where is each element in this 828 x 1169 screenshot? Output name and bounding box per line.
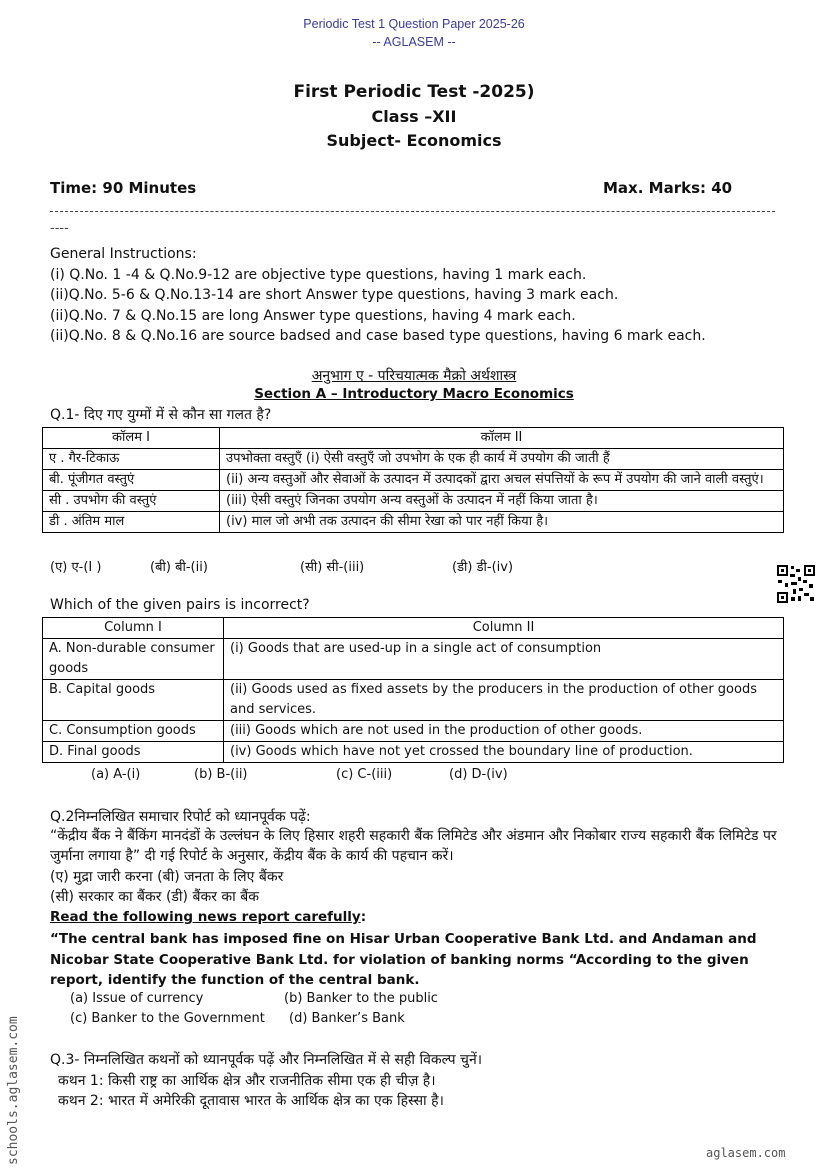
q1-english-option: (c) C-(iii) [336, 767, 393, 782]
q2-option: (a) Issue of currency [70, 991, 204, 1006]
q2-hindi-text: “केंद्रीय बैंक ने बैंकिंग मानदंडों के उल्लंघन के लिए हिसार शहरी सहकारी बैंक लिमिटेड और अंडमान और निकोबार राज्य सहकारी बैंक लिमिटेड पर जुर्माना लगाया है” दी गई रिपोर्ट के अनुसार, केंद्रीय बैंक के कार्य की पहचान करें। [50, 828, 777, 864]
q1-hindi-option: (ए) ए-(I ) [50, 560, 102, 575]
table-header: कॉलम I [43, 428, 220, 449]
q3-statement-2: कथन 2: भारत में अमेरिकी दूतावास भारत के आर्थिक क्षेत्र का एक हिस्सा है। [58, 1093, 444, 1109]
header-brand: -- AGLASEM -- [372, 35, 456, 49]
q2-hindi-options-2: (सी) सरकार का बैंकर (डी) बैंकर का बैंक [50, 889, 259, 905]
q1-english-option: (d) D-(iv) [449, 767, 508, 782]
table-cell: बी. पूंजीगत वस्तुएं [43, 470, 220, 491]
table-cell: (iii) Goods which are not used in the production of other goods. [224, 721, 784, 742]
q1-hindi-option: (डी) डी-(iv) [452, 560, 514, 575]
q2-english-heading-colon: : [360, 909, 367, 925]
paper-subject: Subject- Economics [326, 131, 502, 150]
q1-english-table [42, 617, 784, 763]
table-cell: ए . गैर-टिकाऊ [43, 449, 220, 470]
table-row [43, 742, 784, 763]
time-label: Time: 90 Minutes [50, 179, 197, 197]
table-row [43, 491, 784, 512]
table-header: Column I [43, 618, 224, 639]
table-cell: (i) Goods that are used-up in a single act of consumption [224, 639, 784, 680]
table-cell: डी . अंतिम माल [43, 512, 220, 533]
instruction-item: (ii)Q.No. 8 & Q.No.16 are source badsed and case based type questions, having 6 mark each. [50, 328, 706, 344]
table-row [43, 449, 784, 470]
header-title: Periodic Test 1 Question Paper 2025-26 [303, 17, 525, 31]
q1-hindi-question: Q.1- दिए गए युग्मों में से कौन सा गलत है? [50, 407, 272, 423]
q2-english-heading-text: Read the following news report carefully [50, 909, 361, 925]
instructions-heading: General Instructions: [50, 246, 197, 262]
q2-option: (d) Banker’s Bank [289, 1011, 405, 1026]
q2-option: (b) Banker to the public [284, 991, 438, 1006]
q1-english-option: (a) A-(i) [91, 767, 141, 782]
q1-english-option: (b) B-(ii) [194, 767, 248, 782]
q1-english-question: Which of the given pairs is incorrect? [50, 597, 310, 613]
section-heading-english: Section A – Introductory Macro Economics [254, 386, 574, 402]
table-cell: B. Capital goods [43, 680, 224, 721]
q2-option: (c) Banker to the Government [70, 1011, 265, 1026]
instructions [50, 244, 706, 347]
separator-tail: ---- [50, 221, 69, 236]
table-row [43, 618, 784, 639]
table-cell: उपभोक्ता वस्तुएँ (i) ऐसी वस्तुएँ जो उपभोग के एक ही कार्य में उपयोग की जाती हैं [220, 449, 784, 470]
instruction-item: (ii)Q.No. 7 & Q.No.15 are long Answer type questions, having 4 mark each. [50, 307, 576, 324]
marks-label: Max. Marks: 40 [603, 179, 733, 197]
side-watermark: schools.aglasem.com [6, 1016, 21, 1165]
table-cell: D. Final goods [43, 742, 224, 763]
footer-watermark: aglasem.com [706, 1146, 786, 1160]
q1-hindi-option: (बी) बी-(ii) [150, 560, 208, 575]
table-row [43, 512, 784, 533]
table-cell: सी . उपभोग की वस्तुएं [43, 491, 220, 512]
section-heading-hindi: अनुभाग ए - परिचयात्मक मैक्रो अर्थशास्त्र [311, 368, 517, 384]
table-cell: (ii) Goods used as fixed assets by the producers in the production of other goods and services. [224, 680, 784, 721]
q2-english-text: “The central bank has imposed fine on Hisar Urban Cooperative Bank Ltd. and Andaman and Nicobar State Cooperative Bank Ltd. for violation of banking norms “According to the given report, identify the function of the central bank. [50, 931, 757, 988]
paper-class: Class –XII [371, 107, 457, 126]
instruction-item: (i) Q.No. 1 -4 & Q.No.9-12 are objective type questions, having 1 mark each. [50, 266, 587, 283]
table-cell: (iv) माल जो अभी तक उत्पादन की सीमा रेखा को पार नहीं किया है। [220, 512, 784, 533]
q1-hindi-table [42, 427, 784, 533]
q3-statement-1: कथन 1: किसी राष्ट्र का आर्थिक क्षेत्र और राजनीतिक सीमा एक ही चीज़ है। [58, 1073, 436, 1089]
table-cell: A. Non-durable consumer goods [43, 639, 224, 680]
separator-line [50, 211, 775, 212]
table-row [43, 639, 784, 680]
table-cell: (iv) Goods which have not yet crossed the boundary line of production. [224, 742, 784, 763]
table-cell: C. Consumption goods [43, 721, 224, 742]
qr-code-icon [776, 564, 816, 604]
instruction-item: (ii)Q.No. 5-6 & Q.No.13-14 are short Answer type questions, having 3 mark each. [50, 287, 619, 303]
q2-hindi-options-1: (ए) मुद्रा जारी करना (बी) जनता के लिए बैंकर [50, 869, 284, 885]
table-header: Column II [224, 618, 784, 639]
table-cell: (ii) अन्य वस्तुओं और सेवाओं के उत्पादन में उत्पादकों द्वारा अचल संपत्तियों के रूप में उपयोग की जाने वाली वस्तुएं। [220, 470, 784, 491]
q3-hindi-question: Q.3- निम्नलिखित कथनों को ध्यानपूर्वक पढ़ें और निम्नलिखित में से सही विकल्प चुनें। [50, 1052, 483, 1068]
q2-english-heading [50, 909, 366, 925]
table-row [43, 721, 784, 742]
paper-title: First Periodic Test -2025) [293, 82, 535, 102]
table-header: कॉलम II [220, 428, 784, 449]
q1-hindi-option: (सी) सी-(iii) [300, 560, 365, 575]
table-cell: (iii) ऐसी वस्तुएं जिनका उपयोग अन्य वस्तुओं के उत्पादन में नहीं किया जाता है। [220, 491, 784, 512]
q2-hindi-question: Q.2निम्नलिखित समाचार रिपोर्ट को ध्यानपूर्वक पढ़ें: [50, 809, 311, 825]
table-row [43, 428, 784, 449]
table-row [43, 680, 784, 721]
table-row [43, 470, 784, 491]
